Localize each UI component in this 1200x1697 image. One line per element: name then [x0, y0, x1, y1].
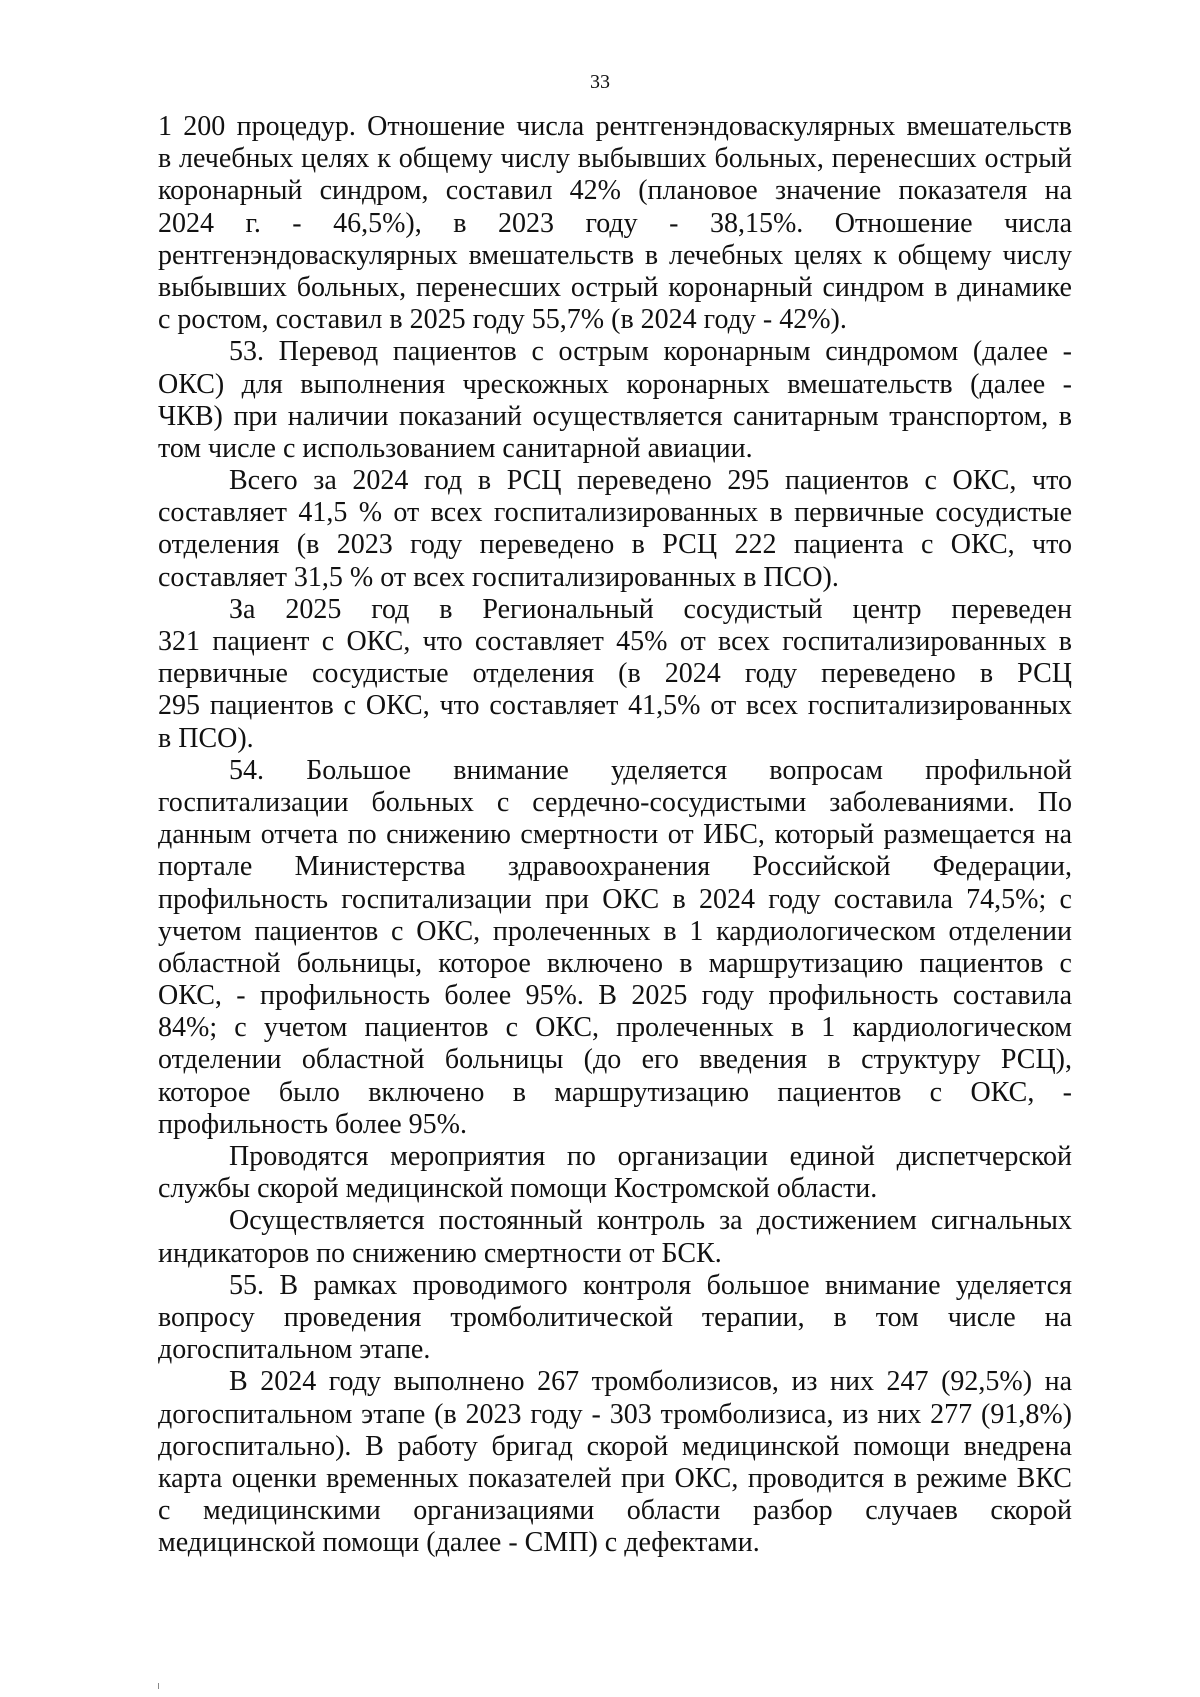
- text-line: догоспитально). В работу бригад скорой медицинской помощи внедрена: [158, 1430, 1072, 1462]
- text-line: догоспитальном этапе (в 2023 году - 303 тромболизиса, из них 277 (91,8%): [158, 1398, 1072, 1430]
- text-line: том числе с использованием санитарной авиации.: [158, 432, 753, 464]
- text-line: службы скорой медицинской помощи Костромской области.: [158, 1173, 878, 1205]
- text-line: составляет 31,5 % от всех госпитализированных в ПСО).: [158, 561, 839, 593]
- paragraph: [158, 594, 1072, 755]
- paragraph: [158, 1205, 1072, 1269]
- text-line: ОКС, - профильность более 95%. В 2025 году профильность составила: [158, 980, 1072, 1012]
- text-line: коронарный синдром, составил 42% (плановое значение показателя на: [158, 175, 1072, 207]
- text-line: областной больницы, которое включено в маршрутизацию пациентов с: [158, 947, 1072, 979]
- text-line: медицинской помощи (далее - СМП) с дефектами.: [158, 1527, 760, 1559]
- text-line: 84%; с учетом пациентов с ОКС, пролеченных в 1 кардиологическом: [158, 1012, 1072, 1044]
- text-line: составляет 41,5 % от всех госпитализированных в первичные сосудистые: [158, 497, 1072, 529]
- text-line: Осуществляется постоянный контроль за достижением сигнальных: [229, 1205, 1072, 1237]
- text-line: учетом пациентов с ОКС, пролеченных в 1 кардиологическом отделении: [158, 915, 1072, 947]
- text-line: вопросу проведения тромболитической терапии, в том числе на: [158, 1301, 1072, 1333]
- text-line: Всего за 2024 год в РСЦ переведено 295 пациентов с ОКС, что: [229, 465, 1072, 497]
- text-line: профильность более 95%.: [158, 1108, 467, 1140]
- paragraph: [158, 1141, 1072, 1205]
- text-line: в ПСО).: [158, 722, 254, 754]
- text-line: данным отчета по снижению смертности от ИБС, который размещается на: [158, 819, 1072, 851]
- text-line: первичные сосудистые отделения (в 2024 году переведено в РСЦ: [158, 658, 1072, 690]
- text-line: которое было включено в маршрутизацию пациентов с ОКС, -: [158, 1076, 1072, 1108]
- text-line: индикаторов по снижению смертности от БСК.: [158, 1237, 722, 1269]
- text-line: в лечебных целях к общему числу выбывших больных, перенесших острый: [158, 143, 1072, 175]
- page-number: 33: [590, 71, 610, 93]
- text-line: ОКС) для выполнения чрескожных коронарных вмешательств (далее -: [158, 368, 1072, 400]
- scan-mark: [158, 1683, 159, 1689]
- text-line: В 2024 году выполнено 267 тромболизисов, из них 247 (92,5%) на: [229, 1366, 1072, 1398]
- text-line: догоспитальном этапе.: [158, 1334, 431, 1366]
- text-line: 1 200 процедур. Отношение числа рентгенэндоваскулярных вмешательств: [158, 111, 1072, 142]
- text-line: 54. Большое внимание уделяется вопросам профильной: [229, 754, 1072, 786]
- text-line: 295 пациентов с ОКС, что составляет 41,5% от всех госпитализированных: [158, 690, 1072, 722]
- paragraph: [158, 465, 1072, 594]
- paragraph: [158, 336, 1072, 465]
- text-line: За 2025 год в Региональный сосудистый центр переведен: [229, 593, 1072, 625]
- text-line: отделении областной больницы (до его введения в структуру РСЦ),: [158, 1044, 1072, 1076]
- text-line: Проводятся мероприятия по организации единой диспетчерской: [229, 1141, 1072, 1172]
- text-line: карта оценки временных показателей при ОКС, проводится в режиме ВКС: [158, 1462, 1072, 1494]
- text-line: отделения (в 2023 году переведено в РСЦ 222 пациента с ОКС, что: [158, 529, 1072, 561]
- paragraph: [158, 1270, 1072, 1367]
- text-line: госпитализации больных с сердечно-сосудистыми заболеваниями. По: [158, 786, 1072, 818]
- text-line: профильность госпитализации при ОКС в 2024 году составила 74,5%; с: [158, 883, 1072, 915]
- document-body: [158, 111, 1072, 1559]
- text-line: выбывших больных, перенесших острый коронарный синдром в динамике: [158, 271, 1072, 303]
- text-line: ЧКВ) при наличии показаний осуществляется санитарным транспортом, в: [158, 400, 1072, 432]
- text-line: с ростом, составил в 2025 году 55,7% (в 2024 году - 42%).: [158, 304, 847, 336]
- text-line: 321 пациент с ОКС, что составляет 45% от всех госпитализированных в: [158, 626, 1072, 657]
- text-line: 53. Перевод пациентов с острым коронарным синдромом (далее -: [229, 336, 1072, 368]
- text-line: 2024 г. - 46,5%), в 2023 году - 38,15%. Отношение числа: [158, 207, 1072, 239]
- text-line: 55. В рамках проводимого контроля большое внимание уделяется: [229, 1269, 1072, 1301]
- text-line: с медицинскими организациями области разбор случаев скорой: [158, 1495, 1072, 1527]
- paragraph: [158, 755, 1072, 1141]
- paragraph: [158, 1366, 1072, 1559]
- text-line: портале Министерства здравоохранения Российской Федерации,: [158, 851, 1072, 883]
- text-line: рентгенэндоваскулярных вмешательств в лечебных целях к общему числу: [158, 239, 1072, 271]
- paragraph: [158, 111, 1072, 336]
